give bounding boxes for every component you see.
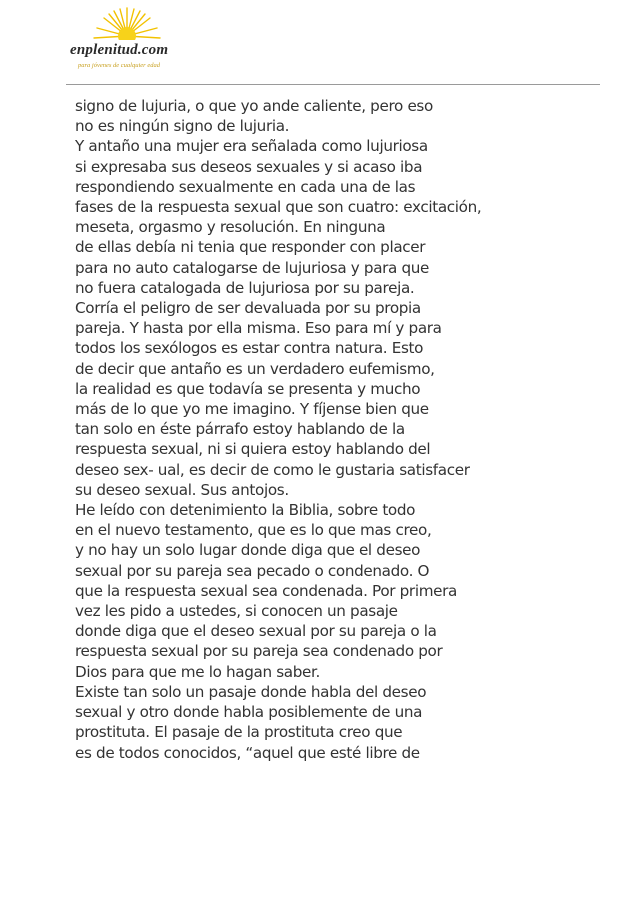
text-line: no es ningún signo de lujuria.	[75, 117, 290, 136]
text-line: todos los sexólogos es estar contra natura. Esto	[75, 339, 424, 358]
text-line: tan solo en éste párrafo estoy hablando de la	[75, 420, 405, 439]
text-line: fases de la respuesta sexual que son cuatro: excitación,	[75, 198, 482, 217]
text-line: He leído con detenimiento la Biblia, sobre todo	[75, 501, 416, 520]
text-line: Y antaño una mujer era señalada como lujuriosa	[75, 137, 428, 156]
text-line: la realidad es que todavía se presenta y mucho	[75, 379, 421, 398]
text-line: Dios para que me lo hagan saber.	[75, 662, 321, 681]
text-line: sexual por su pareja sea pecado o condenado. O	[75, 561, 430, 580]
text-line: y no hay un solo lugar donde diga que el deseo	[75, 541, 421, 560]
logo-tagline: para jóvenes de cualquier edad	[78, 62, 160, 69]
text-line: deseo sex- ual, es decir de como le gustaria satisfacer	[75, 460, 470, 479]
text-line: respuesta sexual por su pareja sea condenado por	[75, 642, 443, 661]
header-divider	[66, 84, 600, 85]
text-line: prostituta. El pasaje de la prostituta creo que	[75, 723, 403, 742]
text-line: donde diga que el deseo sexual por su pareja o la	[75, 622, 437, 641]
text-line: respuesta sexual, ni si quiera estoy hablando del	[75, 440, 431, 459]
text-line: sexual y otro donde habla posiblemente de una	[75, 703, 423, 722]
text-line: si expresaba sus deseos sexuales y si acaso iba	[75, 157, 423, 176]
text-line: vez les pido a ustedes, si conocen un pasaje	[75, 602, 398, 621]
text-line: su deseo sexual. Sus antojos.	[75, 480, 289, 499]
text-line: no fuera catalogada de lujuriosa por su pareja.	[75, 278, 415, 297]
text-line: más de lo que yo me imagino. Y fíjense bien que	[75, 400, 429, 419]
text-line: que la respuesta sexual sea condenada. Por primera	[75, 581, 457, 600]
text-line: Corría el peligro de ser devaluada por su propia	[75, 299, 421, 318]
text-line: de ellas debía ni tenia que responder con placer	[75, 238, 426, 257]
text-line: para no auto catalogarse de lujuriosa y para que	[75, 258, 430, 277]
text-line: es de todos conocidos, “aquel que esté libre de	[75, 743, 420, 762]
text-line: Existe tan solo un pasaje donde habla del deseo	[75, 682, 427, 701]
text-line: respondiendo sexualmente en cada una de las	[75, 177, 416, 196]
text-line: signo de lujuria, o que yo ande caliente, pero eso	[75, 97, 433, 115]
text-line: pareja. Y hasta por ella misma. Eso para mí y para	[75, 319, 442, 338]
text-line: meseta, orgasmo y resolución. En ninguna	[75, 218, 386, 237]
text-line: de decir que antaño es un verdadero eufemismo,	[75, 359, 435, 378]
logo-name: enplenitud.com	[70, 42, 169, 58]
article-body	[75, 96, 605, 763]
site-logo[interactable]	[40, 6, 210, 86]
text-line: en el nuevo testamento, que es lo que mas creo,	[75, 521, 432, 540]
